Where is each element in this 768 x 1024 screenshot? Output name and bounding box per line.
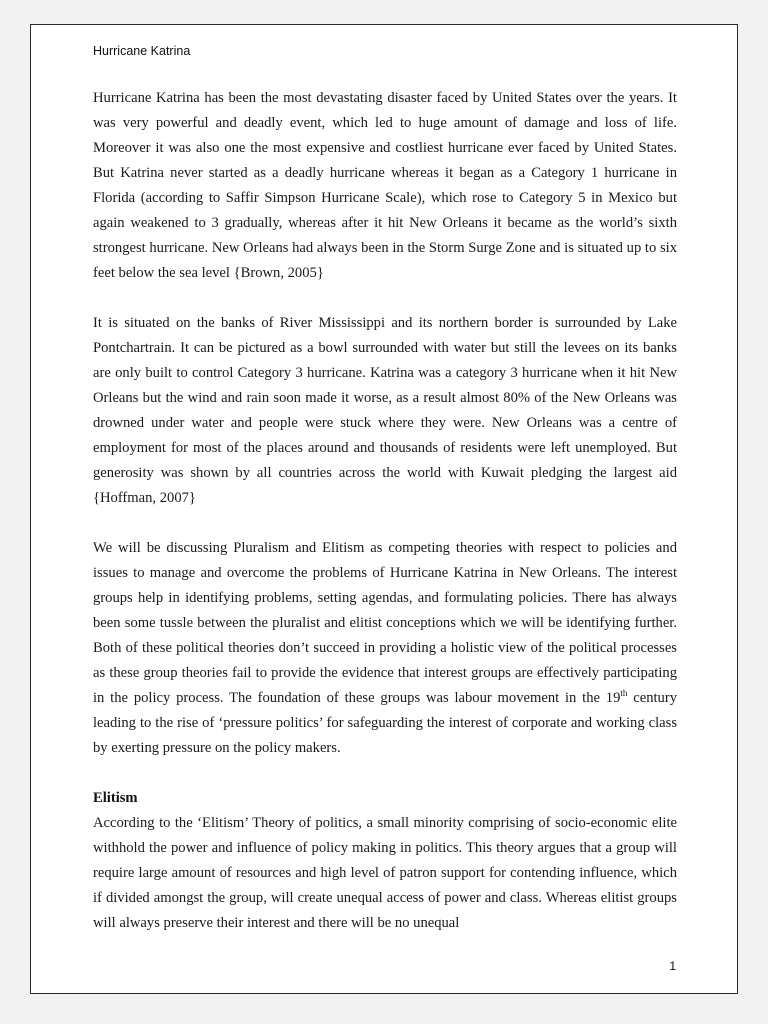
section-paragraph: According to the ‘Elitism’ Theory of politics, a small minority comprising of socio-economic elite withhold the power and influence of policy making in politics. This theory argues that a group will require large amount of resources and high level of patron support for contending influence, which if divided amongst the group, will create unequal access of power and class. Whereas elitist groups will always preserve their interest and there will be no unequal bbox=[93, 815, 677, 931]
ordinal-superscript: th bbox=[620, 688, 628, 699]
paragraph-1: Hurricane Katrina has been the most devastating disaster faced by United States over the years. It was very powerful and deadly event, which led to huge amount of damage and loss of life. Moreover it was also one the most expensive and costliest hurricane ever faced by United States. But Katrina never started as a deadly hurricane whereas it began as a Category 1 hurricane in Florida (according to Saffir Simpson Hurricane Scale), which rose to Category 5 in Mexico but again weakened to 3 gradually, whereas after it hit New Orleans it became as the world’s sixth strongest hurricane. New Orleans had always been in the Storm Surge Zone and is situated up to six feet below the sea level {Brown, 2005} bbox=[93, 90, 677, 281]
paragraph-2: It is situated on the banks of River Mississippi and its northern border is surrounded by Lake Pontchartrain. It can be pictured as a bowl surrounded with water but still the levees on its banks are only built to control Category 3 hurricane. Katrina was a category 3 hurricane when it hit New Orleans but the wind and rain soon made it worse, as a result almost 80% of the New Orleans was drowned under water and people were stuck where they were. New Orleans was a centre of employment for most of the places around and thousands of residents were left unemployed. But generosity was shown by all countries across the world with Kuwait pledging the largest aid {Hoffman, 2007} bbox=[93, 315, 677, 506]
document-page bbox=[30, 24, 738, 994]
paragraph-3 bbox=[93, 536, 677, 761]
page-number: 1 bbox=[669, 959, 676, 973]
section-heading: Elitism bbox=[93, 790, 138, 806]
paragraph-3-text-end: century leading to the rise of ‘pressure politics’ for safeguarding the interest of corporate and working class by exerting pressure on the policy makers. bbox=[93, 690, 677, 756]
page-header: Hurricane Katrina bbox=[93, 44, 191, 58]
document-body bbox=[93, 86, 677, 936]
paragraph-3-text: We will be discussing Pluralism and Elitism as competing theories with respect to policies and issues to manage and overcome the problems of Hurricane Katrina in New Orleans. The interest groups help in identifying problems, setting agendas, and formulating policies. There has always been some tussle between the pluralist and elitist conceptions which we will be identifying further. Both of these political theories don’t succeed in providing a holistic view of the political processes as these group theories fail to provide the evidence that interest groups are effectively participating in the policy process. The foundation of these groups was labour movement in the 19 bbox=[93, 540, 677, 706]
